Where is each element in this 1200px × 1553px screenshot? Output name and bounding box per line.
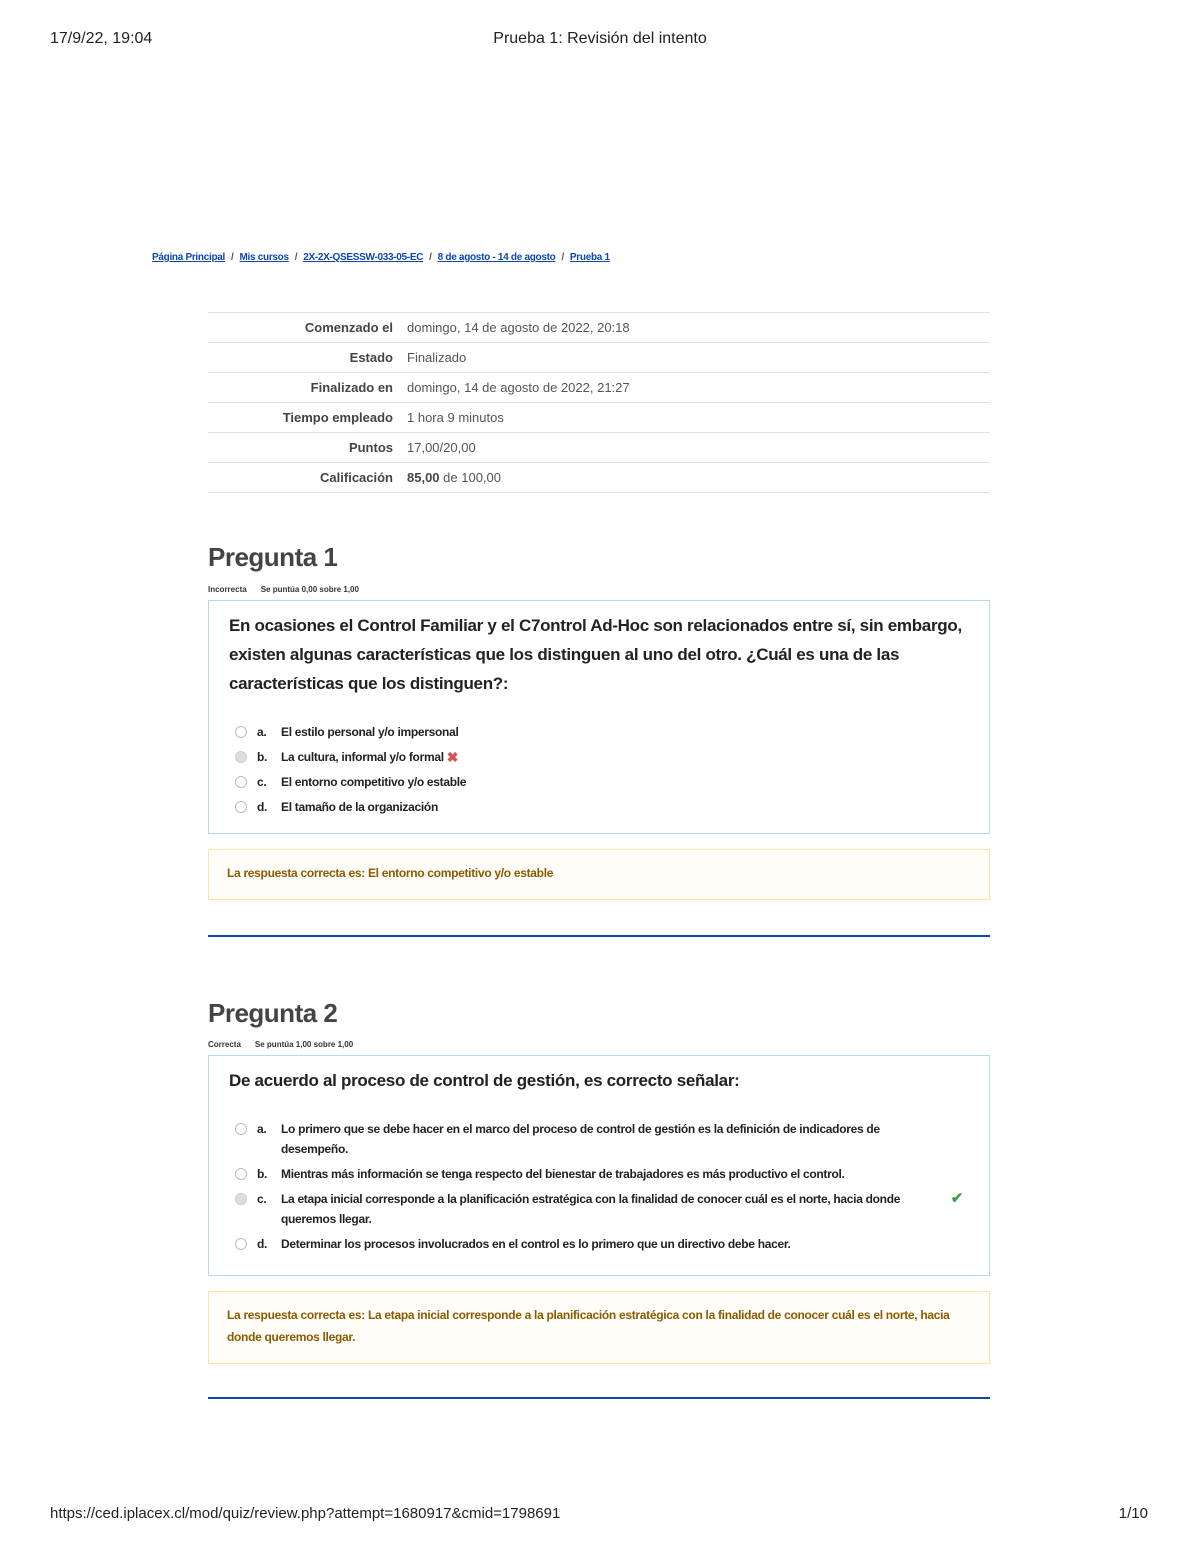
radio-button[interactable] xyxy=(235,1168,247,1180)
print-page-number: 1/10 xyxy=(1118,1505,1148,1522)
question-score: Se puntúa 0,00 sobre 1,00 xyxy=(260,585,359,594)
radio-button-selected[interactable] xyxy=(235,1193,247,1205)
option-label: c. xyxy=(257,1192,267,1206)
question-1-meta xyxy=(208,585,359,594)
summary-row-finished xyxy=(208,373,990,403)
question-divider xyxy=(208,935,990,937)
breadcrumb-my-courses[interactable]: Mis cursos xyxy=(239,252,289,263)
radio-button[interactable] xyxy=(235,1123,247,1135)
option-text: El entorno competitivo y/o estable xyxy=(281,775,467,789)
answer-options xyxy=(209,1095,989,1254)
option-text: Determinar los procesos involucrados en el control es lo primero que un directivo debe hacer. xyxy=(281,1237,791,1251)
answer-option-d[interactable] xyxy=(235,797,989,817)
option-text: La etapa inicial corresponde a la planificación estratégica con la finalidad de conocer cuál es el norte, hacia donde queremos llegar. xyxy=(281,1192,901,1226)
summary-value: 1 hora 9 minutos xyxy=(399,403,990,433)
question-status: Incorrecta xyxy=(208,585,247,594)
radio-button-selected[interactable] xyxy=(235,751,247,763)
question-1-feedback: La respuesta correcta es: El entorno competitivo y/o estable xyxy=(208,849,990,900)
radio-button[interactable] xyxy=(235,776,247,788)
question-text: En ocasiones el Control Familiar y el C7ontrol Ad-Hoc son relacionados entre sí, sin embargo, existen algunas características que los distinguen al uno del otro. ¿Cuál es una de las características que los distinguen?: xyxy=(229,616,962,693)
breadcrumb-separator: / xyxy=(294,252,298,263)
summary-label: Estado xyxy=(208,343,399,373)
option-text: El estilo personal y/o impersonal xyxy=(281,725,459,739)
summary-label: Comenzado el xyxy=(208,313,399,343)
breadcrumb xyxy=(152,252,610,263)
option-label: b. xyxy=(257,750,268,764)
answer-option-c[interactable] xyxy=(235,1189,963,1229)
radio-button[interactable] xyxy=(235,1238,247,1250)
breadcrumb-separator: / xyxy=(429,252,432,263)
cross-icon: ✖ xyxy=(446,749,459,765)
grade-max: de 100,00 xyxy=(439,470,501,485)
option-text: Mientras más información se tenga respecto del bienestar de trabajadores es más productivo el control. xyxy=(281,1167,845,1181)
breadcrumb-separator: / xyxy=(561,252,564,263)
option-text: La cultura, informal y/o formal xyxy=(281,750,444,764)
breadcrumb-week[interactable]: 8 de agosto - 14 de agosto xyxy=(437,252,556,263)
radio-button[interactable] xyxy=(235,726,247,738)
option-text: El tamaño de la organización xyxy=(281,800,438,814)
question-text: De acuerdo al proceso de control de gestión, es correcto señalar: xyxy=(229,1071,740,1090)
summary-label: Puntos xyxy=(208,433,399,463)
question-1-title: Pregunta 1 xyxy=(208,542,338,572)
summary-value xyxy=(399,463,990,493)
summary-label: Tiempo empleado xyxy=(208,403,399,433)
summary-row-grade xyxy=(208,463,990,493)
summary-value: Finalizado xyxy=(399,343,990,373)
summary-row-state xyxy=(208,343,990,373)
answer-option-a[interactable] xyxy=(235,1119,929,1159)
attempt-summary-table xyxy=(208,312,990,493)
option-label: a. xyxy=(257,725,267,739)
summary-row-marks xyxy=(208,433,990,463)
answer-option-b[interactable] xyxy=(235,1164,929,1184)
question-2-title: Pregunta 2 xyxy=(208,998,338,1028)
question-2-meta xyxy=(208,1040,353,1049)
summary-row-time-taken xyxy=(208,403,990,433)
option-text: Lo primero que se debe hacer en el marco del proceso de control de gestión es la definición de indicadores de desempeño. xyxy=(281,1122,880,1156)
summary-value: 17,00/20,00 xyxy=(399,433,990,463)
summary-row-started xyxy=(208,313,990,343)
question-1-box xyxy=(208,600,990,834)
breadcrumb-quiz[interactable]: Prueba 1 xyxy=(569,252,610,263)
breadcrumb-course[interactable]: 2X-2X-QSESSW-033-05-EC xyxy=(303,252,424,263)
summary-value: domingo, 14 de agosto de 2022, 21:27 xyxy=(399,373,990,403)
breadcrumb-separator: / xyxy=(231,252,234,263)
answer-option-c[interactable] xyxy=(235,772,989,792)
question-divider xyxy=(208,1397,990,1399)
option-label: d. xyxy=(257,800,268,814)
answer-options xyxy=(209,698,989,817)
summary-value: domingo, 14 de agosto de 2022, 20:18 xyxy=(399,313,990,343)
answer-option-b[interactable] xyxy=(235,747,989,767)
grade-value: 85,00 xyxy=(407,470,440,485)
question-status: Correcta xyxy=(208,1040,241,1049)
option-label: c. xyxy=(257,775,267,789)
summary-label: Finalizado en xyxy=(208,373,399,403)
option-label: a. xyxy=(257,1122,267,1136)
option-label: d. xyxy=(257,1237,268,1251)
answer-option-a[interactable] xyxy=(235,722,989,742)
question-2-feedback: La respuesta correcta es: La etapa inicial corresponde a la planificación estratégica con la finalidad de conocer cuál es el norte, hacia donde queremos llegar. xyxy=(208,1291,990,1364)
question-2-box xyxy=(208,1055,990,1276)
option-label: b. xyxy=(257,1167,268,1181)
question-score: Se puntúa 1,00 sobre 1,00 xyxy=(254,1040,354,1049)
print-title: Prueba 1: Revisión del intento xyxy=(493,30,707,47)
check-icon: ✔ xyxy=(950,1190,963,1207)
summary-label: Calificación xyxy=(208,463,399,493)
radio-button[interactable] xyxy=(235,801,247,813)
print-url: https://ced.iplacex.cl/mod/quiz/review.php?attempt=1680917&cmid=1798691 xyxy=(50,1505,561,1522)
print-date: 17/9/22, 19:04 xyxy=(50,30,153,47)
breadcrumb-home[interactable]: Página Principal xyxy=(152,252,226,263)
answer-option-d[interactable] xyxy=(235,1234,929,1254)
